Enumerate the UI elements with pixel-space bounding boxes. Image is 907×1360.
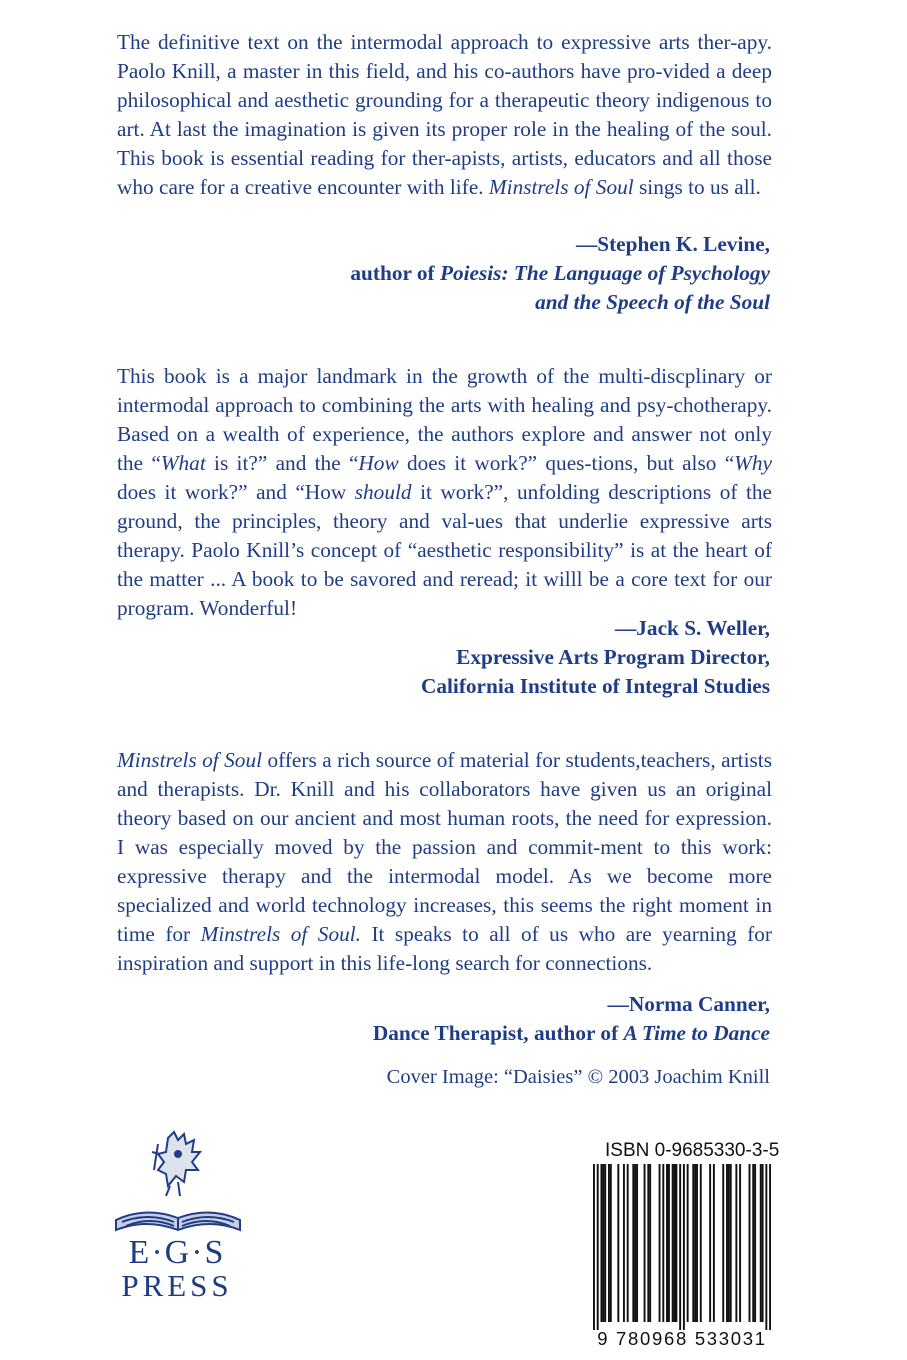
- barcode-bar: [762, 1164, 764, 1322]
- barcode-bar: [672, 1164, 674, 1322]
- barcode-bar: [754, 1164, 756, 1322]
- text-run: it work?”, unfolding descriptions of the ground, the principles, theory and val-ues that underlie expressive arts therapy. Paolo Knill’s concept of “aesthetic responsibility” is at the heart of the matter ... A book to be savored and reread; it willl be a core text for our program. Wonderful!: [117, 480, 772, 620]
- text-run: offers a rich source of material for students,teachers, artists and therapists. Dr. Knill and his collaborators have given us an original theory based on our ancient and most human roots, the need for expression. I was especially moved by the passion and commit-ment to this work: expressive therapy and the intermodal model. As we become more specialized and world technology increases, this seems the right moment in time for: [117, 748, 772, 946]
- barcode-bar: [632, 1164, 634, 1322]
- logo-egs: E·G·S: [128, 1234, 226, 1271]
- barcode-bar: [730, 1164, 732, 1322]
- barcode-bar: [700, 1164, 702, 1322]
- barcode: [593, 1164, 771, 1330]
- blurb-levine: [117, 28, 772, 202]
- text-run: The definitive text on the intermodal approach to expressive arts ther-apy. Paolo Knill, a master in this field, and his co-authors have pro-vided a deep philosophical and aesthetic grounding for a therapeutic theory indigenous to art. At last the imagination is given its proper role in the healing of the soul. This book is essential reading for ther-apists, artists, educators and all those who care for a creative encounter with life.: [117, 30, 772, 199]
- attribution-line: Expressive Arts Program Director,: [456, 645, 770, 669]
- text-run: This book is a major landmark in the growth of the multi-discplinary or intermodal approach to combining the arts with healing and psy-chotherapy. Based on a wealth of experience, the authors explore and answer not only the “: [117, 364, 772, 475]
- barcode-bar: [749, 1164, 751, 1322]
- barcode-bar: [623, 1164, 625, 1322]
- barcode-bar: [739, 1164, 741, 1322]
- blurb-canner: [117, 746, 772, 978]
- barcode-bar: [636, 1164, 638, 1322]
- italic-text: Minstrels of Soul: [488, 175, 634, 199]
- barcode-bar: [597, 1164, 599, 1330]
- barcode-bar: [649, 1164, 651, 1322]
- barcode-bar: [662, 1164, 664, 1322]
- barcode-bar: [679, 1164, 681, 1330]
- barcode-bar: [728, 1164, 730, 1322]
- italic-text: Minstrels of Soul.: [200, 922, 361, 946]
- barcode-bar: [696, 1164, 698, 1322]
- barcode-bar: [752, 1164, 754, 1322]
- barcode-bar: [610, 1164, 612, 1322]
- barcode-bar: [644, 1164, 646, 1322]
- barcode-bar: [765, 1164, 767, 1330]
- barcode-bar: [602, 1164, 604, 1322]
- attribution-name: —Stephen K. Levine,: [575, 232, 770, 256]
- attribution-line: and the Speech of the Soul: [535, 290, 770, 314]
- blurb-weller: [117, 362, 772, 623]
- barcode-bar: [666, 1164, 668, 1322]
- barcode-bar: [726, 1164, 728, 1322]
- barcode-bar: [659, 1164, 661, 1322]
- isbn-label: ISBN 0-9685330-3-5: [605, 1140, 780, 1161]
- italic-text: should: [354, 480, 412, 504]
- barcode-bar: [683, 1164, 685, 1330]
- barcode-bar: [647, 1164, 649, 1322]
- text-run: does it work?” and “How: [117, 480, 355, 504]
- open-book-icon: [116, 1212, 240, 1230]
- barcode-bar: [722, 1164, 724, 1322]
- barcode-bar: [687, 1164, 689, 1322]
- barcode-bar: [769, 1164, 771, 1330]
- attribution-line: California Institute of Integral Studies: [420, 674, 770, 698]
- barcode-bar: [668, 1164, 670, 1322]
- barcode-bar: [692, 1164, 694, 1322]
- text-run: does it work?” ques-tions, but also “: [398, 451, 735, 475]
- italic-text: Minstrels of Soul: [117, 748, 263, 772]
- barcode-bar: [627, 1164, 629, 1322]
- griffin-icon: [152, 1132, 200, 1196]
- attribution-weller: [150, 614, 770, 701]
- barcode-bar: [634, 1164, 636, 1322]
- text-run: It speaks to all of us who are yearning for inspiration and support in this life-long search for connections.: [117, 922, 772, 975]
- attribution-name: —Jack S. Weller,: [614, 616, 770, 640]
- barcode-bar: [694, 1164, 696, 1322]
- barcode-bar: [608, 1164, 610, 1322]
- attribution-line: author of Poiesis: The Language of Psychology: [350, 261, 770, 285]
- barcode-bar: [593, 1164, 595, 1330]
- barcode-bar: [600, 1164, 602, 1322]
- barcode-bar: [617, 1164, 619, 1322]
- text-run: is it?” and the “: [205, 451, 359, 475]
- barcode-bar: [674, 1164, 676, 1322]
- attribution-canner: [150, 990, 770, 1048]
- attribution-levine: [150, 230, 770, 317]
- barcode-bar: [709, 1164, 711, 1322]
- cover-image-credit: Cover Image: “Daisies” © 2003 Joachim Knill: [386, 1066, 770, 1088]
- barcode-bar: [713, 1164, 715, 1322]
- barcode-bar: [760, 1164, 762, 1322]
- barcode-bar: [735, 1164, 737, 1322]
- attribution-name: —Norma Canner,: [607, 992, 770, 1016]
- italic-text: What: [160, 451, 206, 475]
- italic-text: How: [358, 451, 399, 475]
- logo-press: PRESS: [121, 1268, 233, 1303]
- barcode-bar: [675, 1164, 677, 1322]
- italic-text: Why: [734, 451, 772, 475]
- attribution-line: Dance Therapist, author of A Time to Dance: [372, 1021, 770, 1045]
- text-run: sings to us all.: [633, 175, 761, 199]
- barcode-digits: 9 780968 533031: [597, 1328, 767, 1349]
- barcode-bar: [604, 1164, 606, 1322]
